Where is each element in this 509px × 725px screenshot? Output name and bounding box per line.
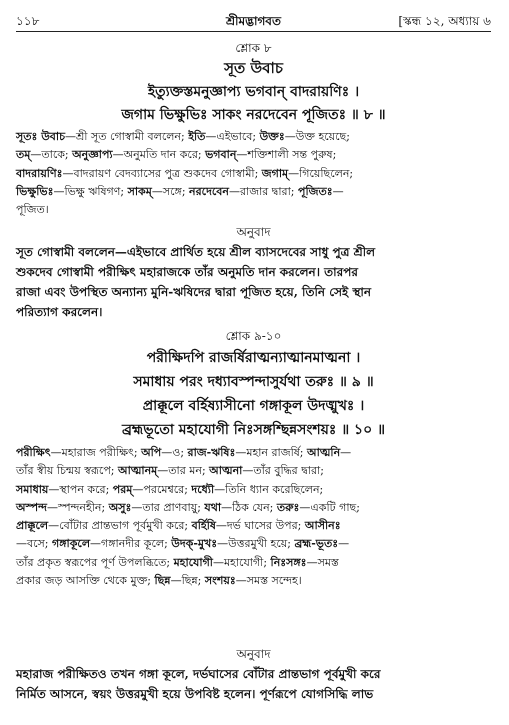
sanskrit-term: প্রাক্কূলে [16,519,49,533]
term-meaning: —ছিন্ন; [170,574,205,588]
term-meaning: —তাঁর বুদ্ধির দ্বারা; [242,464,324,478]
sanskrit-term: ভিক্ষুভিঃ [16,184,54,198]
verse-9-10-line-4: ব্রহ্মভূতো মহাযোগী নিঃসঙ্গশ্ছিন্নসংশয়ঃ ॥ ১০ ॥ [121,422,386,438]
verse-8-translation-label: অনুবাদ [236,225,271,239]
sanskrit-term: অস্পন্দ [16,500,47,514]
sanskrit-term: সাকম্ [127,184,152,198]
synonym-line [16,201,491,219]
term-meaning: —ঠিক যেন; [221,500,277,514]
term-meaning: —এইভাবে; [205,130,260,143]
term-meaning: —তাকে; [30,148,73,162]
sanskrit-term: অনুজ্ঞাপ্য [72,148,113,162]
synonym-line [16,517,491,535]
term-meaning: —পরমেশ্বরে; [132,482,192,496]
sanskrit-term: সমাধায় [16,482,49,496]
term-meaning: —স্থাপন করে; [48,482,113,496]
sanskrit-term: আত্মনা [209,464,243,478]
translation-line: রাজা এবং উপস্থিত অন্যান্য মুনি-ঋষিদের দ্বারা পূজিত হয়ে, তিনি সেই স্থান [16,285,372,299]
term-meaning: —সমস্ত [306,555,339,569]
sanskrit-term: যথা [204,500,222,514]
verse-8-line-2: জগাম ভিক্ষুভিঃ সাকং নরদেবেন পূজিতঃ ॥ ৮ ॥ [121,107,386,123]
synonym-line [16,572,491,590]
sanskrit-term: উদক্-মুখঃ [171,537,218,551]
verse-9-10-translation [16,664,491,704]
sanskrit-term: আত্মনি [307,446,341,459]
term-meaning: —মহারাজ পরীক্ষিৎ; [50,446,142,459]
sanskrit-term: জগাম্ [261,166,289,180]
term-meaning: —উক্ত হয়েছে; [284,130,350,143]
term-meaning: —তিনি ধ্যান করেছিলেন; [214,482,324,496]
sanskrit-term: ইতি [188,130,206,143]
verse-9-10-line-2: সমাধায় পরং দধ্যাবস্পন্দাসুর্যথা তরুঃ ॥ ৯ ॥ [133,374,374,390]
term-meaning: —তার প্রাণবায়ু; [131,500,205,514]
page-header [16,12,491,30]
book-title: শ্রীমদ্ভাগবত [225,14,281,28]
sanskrit-term: আত্মানম্ [118,464,158,478]
term-meaning: —শক্তিশালী সন্ত পুরুষ; [236,148,337,162]
term-meaning: —সমস্ত সন্দেহ। [235,574,302,588]
synonym-line [16,444,491,462]
translation-line: মহারাজ পরীক্ষিতও তখন গঙ্গা কূলে, দর্ভঘাসের বোঁটার প্রান্তভাগ পূর্বমুখী করে [16,667,381,681]
sanskrit-term: ভগবান্ [205,148,237,162]
verse-8-line-1: ইত্যুক্তস্তমনুজ্ঞাপ্য ভগবান্ বাদরায়ণিঃ । [147,84,360,100]
sanskrit-term: বাদরায়ণিঃ [16,166,63,180]
header-divider [16,31,491,32]
translation-line: পরিত্যাগ করলেন। [16,305,103,319]
term-meaning: পূজিত। [16,203,49,217]
sanskrit-term: ব্রহ্ম-ভূতঃ [294,537,339,551]
term-meaning: —উত্তরমুখী হয়ে; [217,537,295,551]
synonym-line [16,128,491,146]
verse-9-10-line-3: প্রাক্কূলে বর্হিষ্যাসীনো গঙ্গাকূল উদঙ্মুখঃ । [142,398,365,414]
term-meaning: — [332,184,344,198]
sanskrit-term: অসুঃ [108,500,132,514]
sanskrit-term: নিঃসঙ্গঃ [270,555,307,569]
term-meaning: —স্পন্দনহীন; [46,500,109,514]
sanskrit-term: আসীনঃ [304,519,341,533]
term-meaning: —বোঁটার প্রান্তভাগ পূর্বমুখী করে; [48,519,192,533]
term-meaning: —গিয়েছিলেন; [288,166,354,180]
verse-9-10-label: শ্লোক ৯-১০ [225,329,282,343]
term-meaning: —দর্ভ ঘাসের উপর; [215,519,305,533]
translation-line: শুকদেব গোস্বামী পরীক্ষিৎ মহারাজকে তাঁর অনুমতি দান করলেন। তারপর [16,265,359,279]
verse-8-label: শ্লোক ৮ [235,41,272,55]
sanskrit-term: পরম্ [112,482,133,496]
sanskrit-term: ছিন্ন [154,574,171,588]
translation-line: সূত গোস্বামী বললেন—এইভাবে প্রার্থিত হয়ে শ্রীল ব্যাসদেবের সাধু পুত্র শ্রীল [16,245,376,259]
synonym-line [16,481,491,499]
term-meaning: তাঁর প্রকৃত স্বরূপের পূর্ণ উপলব্ধিতে; [16,555,174,569]
translation-line: নির্মিত আসনে, স্বয়ং উত্তরমুখী হয়ে উপবিষ্ট হলেন। পূর্ণরূপে যোগসিদ্ধি লাভ [16,687,374,701]
sanskrit-term: সূতঃ উবাচ [16,130,66,143]
term-meaning: — [340,446,352,459]
term-meaning: —একটি গাছ; [299,500,360,514]
verse-9-10-line-1: পরীক্ষিদপি রাজর্ষিরাত্মন্যাত্মানমাত্মনা । [146,350,361,366]
verse-8-synonyms [16,128,491,219]
sanskrit-term: গঙ্গাকূলে [52,537,91,551]
sanskrit-term: তম্ [16,148,31,162]
term-meaning: —বাদরায়ণ বেদব্যাসের পুত্র শুকদেব গোস্বামী; [62,166,262,180]
term-meaning: —রাজার দ্বারা; [228,184,298,198]
verse-9-10-synonyms [16,444,491,590]
sanskrit-term: তরুঃ [276,500,300,514]
verse-8-speaker-heading: সূত উবাচ [224,59,283,77]
term-meaning: —সঙ্গে; [151,184,190,198]
term-meaning: —ভিক্ষু ঋষিগণ; [53,184,128,198]
term-meaning: —গঙ্গানদীর কূলে; [90,537,172,551]
term-meaning: প্রকার জড় আসক্তি থেকে মুক্ত; [16,574,155,588]
sanskrit-term: রাজ-ঋষিঃ [187,446,236,459]
synonym-line [16,462,491,480]
term-meaning: —মহান রাজর্ষি; [235,446,307,459]
verse-9-10-translation-label: অনুবাদ [236,647,271,661]
term-meaning: তাঁর স্বীয় চিন্ময় স্বরূপে; [16,464,118,478]
synonym-line [16,165,491,183]
term-meaning: —তার মন; [157,464,210,478]
page-number: ১১৮ [16,14,40,28]
sanskrit-term: বর্হিষি [191,519,216,533]
term-meaning: —বসে; [16,537,53,551]
sanskrit-term: দধ্যৌ [191,482,215,496]
sanskrit-term: সংশয়ঃ [204,574,236,588]
term-meaning: — [338,537,350,551]
sanskrit-term: উক্তঃ [259,130,285,143]
sanskrit-term: মহাযোগী [173,555,213,569]
synonym-line [16,183,491,201]
term-meaning: —অনুমতি দান করে; [112,148,206,162]
sanskrit-term: পরীক্ষিৎ [16,446,51,459]
synonym-line [16,499,491,517]
term-meaning: —শ্রী সূত গোস্বামী বললেন; [65,130,189,143]
synonym-line [16,146,491,164]
sanskrit-term: পূজিতঃ [297,184,333,198]
sanskrit-term: অপি [141,446,162,459]
term-meaning: —মহাযোগী; [212,555,271,569]
term-meaning: —ও; [161,446,188,459]
sanskrit-term: নরদেবেন [189,184,229,198]
chapter-reference: [স্কন্ধ ১২, অধ্যায় ৬ [398,14,491,28]
verse-8-translation [16,242,491,322]
synonym-line [16,554,491,572]
synonym-line [16,535,491,553]
